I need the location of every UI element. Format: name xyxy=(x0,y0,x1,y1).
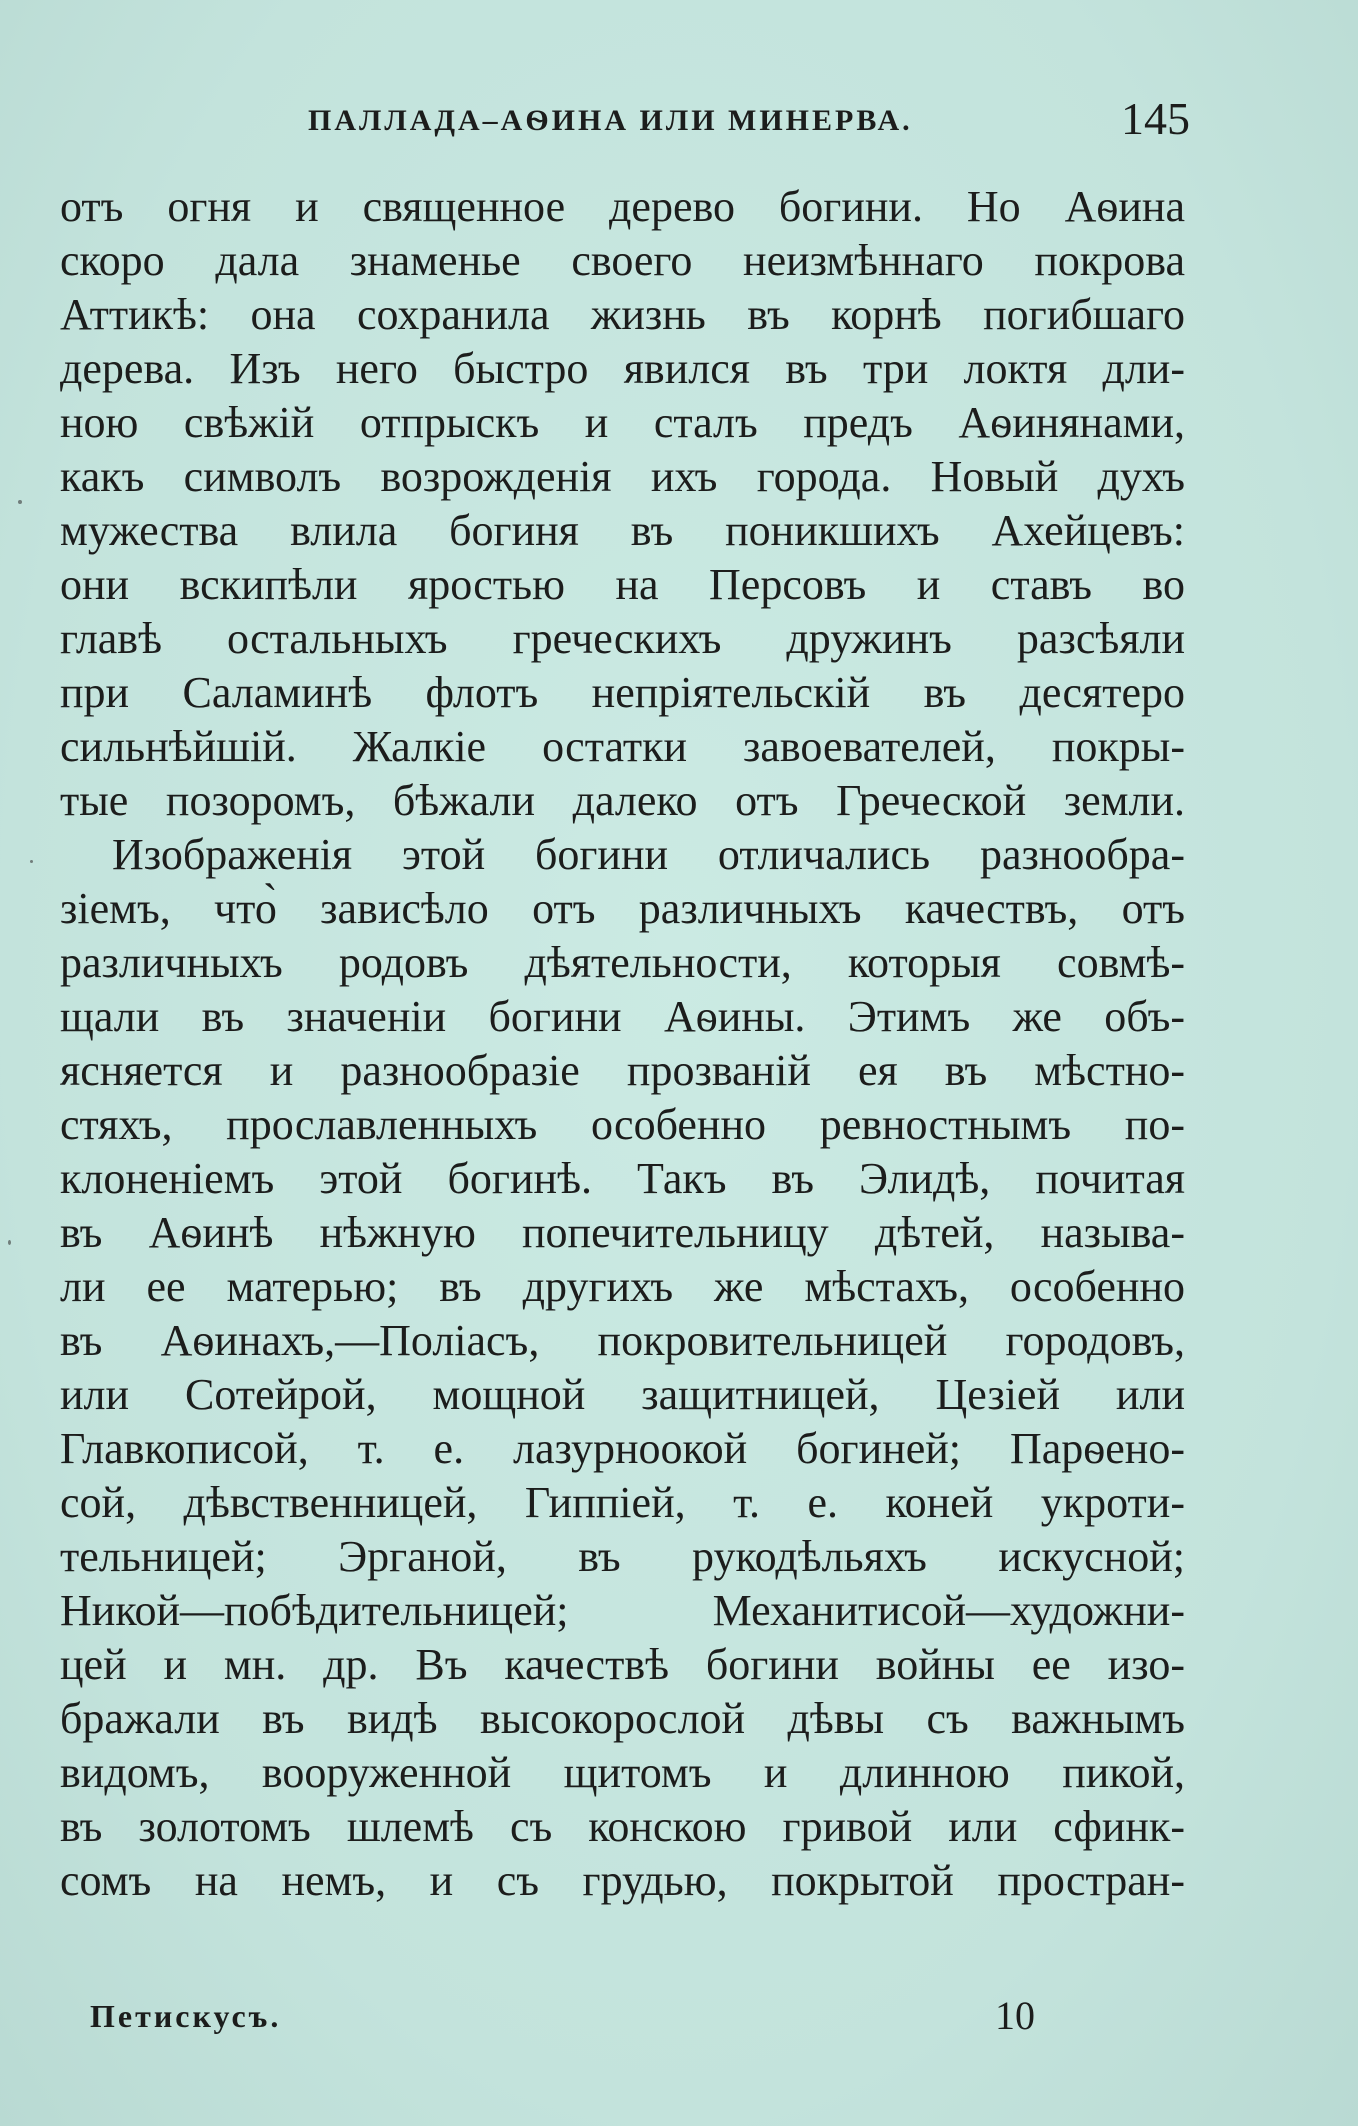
text-line: отъ огня и священное дерево богини. Но Аѳина xyxy=(60,182,1185,231)
text-line: или Сотейрой, мощной защитницей, Цезіей или xyxy=(60,1370,1185,1419)
paper-speck xyxy=(30,860,33,863)
text-line: Аттикѣ: она сохранила жизнь въ корнѣ погибшаго xyxy=(60,290,1185,339)
text-line: они вскипѣли яростью на Персовъ и ставъ во xyxy=(60,560,1185,609)
text-line: при Саламинѣ флотъ непріятельскій въ десятеро xyxy=(60,668,1185,717)
text-line: въ Аѳинѣ нѣжную попечительницу дѣтей, называ- xyxy=(60,1208,1185,1257)
text-line: ясняется и разнообразіе прозваній ея въ мѣстно- xyxy=(60,1046,1185,1095)
text-line: ли ее матерью; въ другихъ же мѣстахъ, особенно xyxy=(60,1262,1185,1311)
text-line: главѣ остальныхъ греческихъ дружинъ разсѣяли xyxy=(60,614,1185,663)
paper-speck xyxy=(8,1240,11,1245)
text-line: тельницей; Эрганой, въ рукодѣльяхъ искусной; xyxy=(60,1532,1185,1581)
text-line: сой, дѣвственницей, Гиппіей, т. е. коней укроти- xyxy=(60,1478,1185,1527)
paper-speck xyxy=(18,500,22,504)
text-line: Изображенія этой богини отличались разнообра- xyxy=(112,830,1185,879)
page-number: 145 xyxy=(1121,93,1190,144)
text-line: щали въ значеніи богини Аѳины. Этимъ же объ- xyxy=(60,992,1185,1041)
text-line: мужества влила богиня въ поникшихъ Ахейцевъ: xyxy=(60,506,1185,555)
text-line: цей и мн. др. Въ качествѣ богини войны ее изо- xyxy=(60,1640,1185,1689)
text-line: въ золотомъ шлемѣ съ конскою гривой или сфинк- xyxy=(60,1802,1185,1851)
body-text xyxy=(60,180,1185,1908)
page-header xyxy=(60,90,1190,150)
text-line: ною свѣжій отпрыскъ и сталъ предъ Аѳинянами, xyxy=(60,398,1185,447)
text-line: видомъ, вооруженной щитомъ и длинною пикой, xyxy=(60,1748,1185,1797)
text-line: Главкописой, т. е. лазурноокой богиней; Парѳено- xyxy=(60,1424,1185,1473)
text-line: клоненіемъ этой богинѣ. Такъ въ Элидѣ, почитая xyxy=(60,1154,1185,1203)
sheet-number: 10 xyxy=(995,1993,1035,2038)
text-line: бражали въ видѣ высокорослой дѣвы съ важнымъ xyxy=(60,1694,1185,1743)
text-line: различныхъ родовъ дѣятельности, которыя совмѣ- xyxy=(60,938,1185,987)
text-line: въ Аѳинахъ,—Поліасъ, покровительницей городовъ, xyxy=(60,1316,1185,1365)
text-line: зіемъ, что̀ зависѣло отъ различныхъ качествъ, отъ xyxy=(60,884,1185,933)
text-line: скоро дала знаменье своего неизмѣннаго покрова xyxy=(60,236,1185,285)
text-line: дерева. Изъ него быстро явился въ три локтя дли- xyxy=(60,344,1185,393)
text-line: стяхъ, прославленныхъ особенно ревностнымъ по- xyxy=(60,1100,1185,1149)
text-line: сомъ на немъ, и съ грудью, покрытой простран- xyxy=(60,1856,1185,1905)
text-line: тые позоромъ, бѣжали далеко отъ Греческой земли. xyxy=(60,776,1185,825)
running-title: ПАЛЛАДА–АѲИНА ИЛИ МИНЕРВА. xyxy=(308,104,913,137)
text-line: Никой—побѣдительницей; Механитисой—художни- xyxy=(60,1586,1185,1635)
text-line: сильнѣйшій. Жалкіе остатки завоевателей, покры- xyxy=(60,722,1185,771)
printer-signature: Петискусъ. xyxy=(90,1998,282,2034)
page-footer xyxy=(90,1990,1090,2050)
text-line: какъ символъ возрожденія ихъ города. Новый духъ xyxy=(60,452,1185,501)
